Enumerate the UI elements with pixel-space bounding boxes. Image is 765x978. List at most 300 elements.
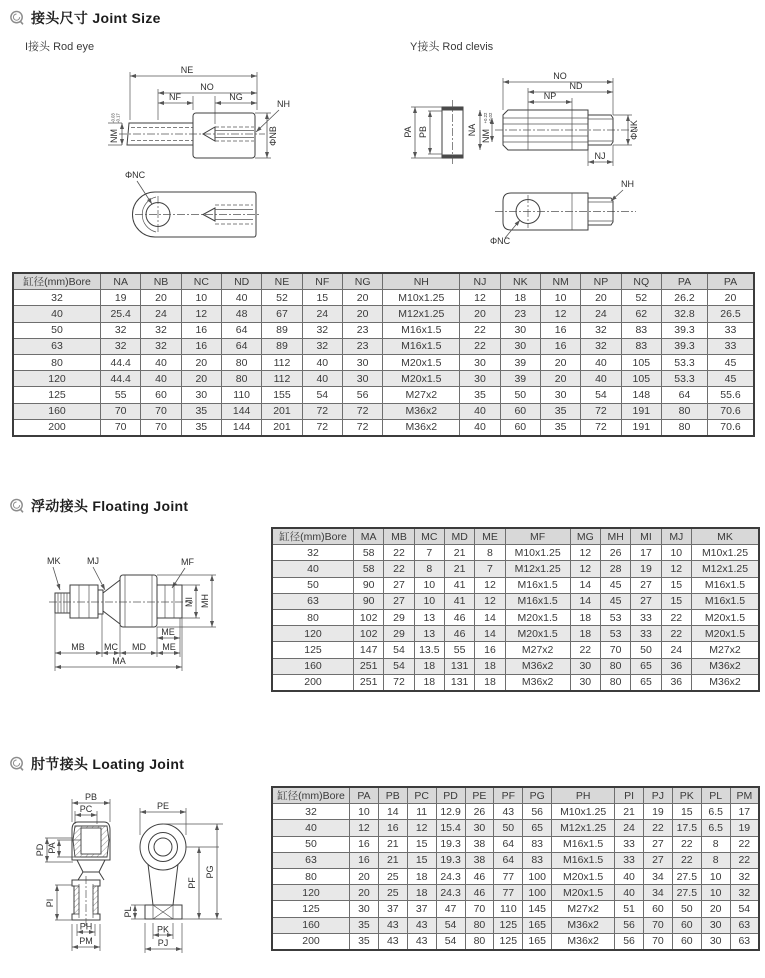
header-cell: NB (141, 273, 181, 290)
header-cell: MI (631, 528, 661, 545)
value-cell: 10 (661, 545, 691, 561)
value-cell: 13 (414, 609, 444, 625)
header-cell: NE (262, 273, 302, 290)
value-cell: 45 (708, 354, 755, 370)
value-cell: 18 (475, 674, 505, 691)
value-cell: 27.5 (672, 885, 701, 901)
value-cell: 251 (354, 674, 384, 691)
value-cell: 46 (444, 609, 474, 625)
section-title: 浮动接头 Floating Joint (31, 498, 189, 514)
value-cell: M20x1.5 (692, 626, 760, 642)
value-cell: 80 (465, 933, 494, 950)
table-row (13, 387, 754, 403)
value-cell: 21 (444, 545, 474, 561)
value-cell: 89 (262, 322, 302, 338)
value-cell: 27 (644, 836, 673, 852)
value-cell: M16x1.5 (383, 322, 460, 338)
value-cell: 39.3 (662, 322, 708, 338)
table-row (13, 403, 754, 419)
table-row (272, 545, 759, 561)
value-cell: 20 (460, 306, 500, 322)
value-cell: 70 (644, 917, 673, 933)
value-cell: 25 (378, 868, 407, 884)
value-cell: 26.2 (662, 290, 708, 306)
dim-label-mb: MB (71, 642, 85, 652)
bore-header-cell: 缸径(mm)Bore (272, 528, 354, 545)
loating-joint-table (271, 786, 760, 951)
value-cell: 34 (644, 868, 673, 884)
value-cell: 77 (494, 868, 523, 884)
value-cell: M20x1.5 (552, 868, 615, 884)
value-cell: 22 (384, 561, 414, 577)
value-cell: 19 (644, 804, 673, 820)
value-cell: 21 (615, 804, 644, 820)
table-row (13, 371, 754, 387)
value-cell: 80 (662, 403, 708, 419)
value-cell: 54 (384, 642, 414, 658)
value-cell: 35 (350, 917, 379, 933)
value-cell: 44.4 (101, 371, 141, 387)
table-row (272, 593, 759, 609)
value-cell: 30 (570, 658, 600, 674)
value-cell: 15.4 (436, 820, 465, 836)
value-cell: 39 (500, 354, 540, 370)
value-cell: 40 (460, 403, 500, 419)
value-cell: 125 (494, 933, 523, 950)
value-cell: 30 (500, 338, 540, 354)
value-cell: 12 (475, 593, 505, 609)
value-cell: 43 (407, 917, 436, 933)
value-cell: 20 (701, 901, 730, 917)
dim-label-np: NP (543, 91, 557, 101)
header-cell: NP (581, 273, 621, 290)
header-cell: PK (672, 787, 701, 804)
value-cell: 20 (581, 290, 621, 306)
value-cell: 16 (475, 642, 505, 658)
dim-label-pa: PA (403, 126, 413, 138)
value-cell: 80 (221, 371, 261, 387)
nm-tolerance-upper: -0.03 (110, 113, 116, 123)
table-row (272, 642, 759, 658)
value-cell: 21 (378, 836, 407, 852)
value-cell: M16x1.5 (505, 577, 570, 593)
dim-label-phi-nk: ΦNK (629, 120, 639, 140)
value-cell: 30 (540, 387, 580, 403)
value-cell: 54 (581, 387, 621, 403)
value-cell: 40 (141, 371, 181, 387)
part-label-mf: MF (181, 557, 194, 567)
value-cell: 26.5 (708, 306, 755, 322)
value-cell: 24 (141, 306, 181, 322)
value-cell: 45 (708, 371, 755, 387)
bore-cell: 120 (272, 885, 350, 901)
value-cell: 10 (350, 804, 379, 820)
dim-label-me-upper: ME (161, 627, 175, 637)
bore-cell: 120 (272, 626, 354, 642)
value-cell: 80 (600, 674, 630, 691)
value-cell: 22 (661, 626, 691, 642)
value-cell: 30 (570, 674, 600, 691)
value-cell: 251 (354, 658, 384, 674)
value-cell: 18 (414, 658, 444, 674)
bore-cell: 40 (272, 561, 354, 577)
value-cell: M10x1.25 (692, 545, 760, 561)
value-cell: 72 (342, 419, 382, 436)
dim-label-ne: NE (180, 65, 194, 75)
value-cell: 32 (101, 338, 141, 354)
value-cell: 18 (407, 868, 436, 884)
value-cell: 34 (644, 885, 673, 901)
table-row (272, 885, 759, 901)
value-cell: 70.6 (708, 419, 755, 436)
value-cell: 35 (540, 419, 580, 436)
value-cell: 201 (262, 419, 302, 436)
bore-header-cell: 缸径(mm)Bore (13, 273, 101, 290)
value-cell: M27x2 (692, 642, 760, 658)
value-cell: 191 (621, 419, 661, 436)
table-row (272, 609, 759, 625)
value-cell: 13.5 (414, 642, 444, 658)
table-row (272, 933, 759, 950)
value-cell: 48 (221, 306, 261, 322)
floating-joint-table (271, 527, 760, 692)
value-cell: M20x1.5 (505, 626, 570, 642)
value-cell: 60 (672, 917, 701, 933)
value-cell: 20 (350, 868, 379, 884)
bore-cell: 160 (272, 658, 354, 674)
floating-joint-diagram (35, 550, 265, 680)
value-cell: 72 (581, 419, 621, 436)
value-cell: 50 (631, 642, 661, 658)
dim-label-nh: NH (621, 179, 634, 189)
value-cell: 18 (570, 626, 600, 642)
header-cell: PD (436, 787, 465, 804)
value-cell: 67 (262, 306, 302, 322)
value-cell: 83 (523, 852, 552, 868)
table-row (272, 836, 759, 852)
value-cell: 80 (662, 419, 708, 436)
value-cell: 165 (523, 917, 552, 933)
value-cell: 40 (615, 868, 644, 884)
header-cell: PI (615, 787, 644, 804)
value-cell: 18 (407, 885, 436, 901)
value-cell: 29 (384, 609, 414, 625)
value-cell: 15 (672, 804, 701, 820)
value-cell: 16 (540, 322, 580, 338)
value-cell: 16 (350, 852, 379, 868)
value-cell: 45 (600, 577, 630, 593)
value-cell: 8 (701, 852, 730, 868)
value-cell: 54 (302, 387, 342, 403)
table-row (13, 290, 754, 306)
header-cell: NC (181, 273, 221, 290)
value-cell: 64 (494, 852, 523, 868)
rod-eye-diagram (55, 52, 360, 264)
value-cell: 14 (570, 593, 600, 609)
value-cell: 22 (672, 852, 701, 868)
dim-label-pb: PB (418, 125, 428, 139)
value-cell: 32 (141, 338, 181, 354)
dim-label-nm: NM (109, 129, 119, 143)
value-cell: 72 (302, 419, 342, 436)
value-cell: M27x2 (383, 387, 460, 403)
value-cell: 17 (730, 804, 759, 820)
value-cell: M10x1.25 (552, 804, 615, 820)
value-cell: 165 (523, 933, 552, 950)
value-cell: 22 (460, 322, 500, 338)
value-cell: M20x1.5 (383, 371, 460, 387)
value-cell: 30 (350, 901, 379, 917)
bore-header-cell: 缸径(mm)Bore (272, 787, 350, 804)
value-cell: 72 (384, 674, 414, 691)
bore-cell: 120 (13, 371, 101, 387)
value-cell: 35 (540, 403, 580, 419)
bore-cell: 200 (13, 419, 101, 436)
value-cell: 24 (302, 306, 342, 322)
table-row (272, 868, 759, 884)
part-label-mk: MK (47, 556, 61, 566)
value-cell: M36x2 (383, 403, 460, 419)
value-cell: 30 (181, 387, 221, 403)
value-cell: 22 (384, 545, 414, 561)
nm-tolerance-lower: +0.02 (488, 112, 493, 124)
value-cell: 72 (581, 403, 621, 419)
value-cell: M12x1.25 (505, 561, 570, 577)
dim-label-na: NA (467, 123, 477, 137)
loating-joint-diagram (15, 780, 265, 976)
value-cell: 33 (631, 609, 661, 625)
dim-label-mh: MH (200, 594, 210, 608)
value-cell: M20x1.5 (552, 885, 615, 901)
table-row (13, 338, 754, 354)
value-cell: 47 (436, 901, 465, 917)
value-cell: 15 (661, 593, 691, 609)
value-cell: 112 (262, 371, 302, 387)
header-cell: PF (494, 787, 523, 804)
part-label-mj: MJ (87, 556, 99, 566)
value-cell: 32.8 (662, 306, 708, 322)
value-cell: 23 (500, 306, 540, 322)
value-cell: 15 (407, 852, 436, 868)
bore-cell: 50 (272, 577, 354, 593)
dim-label-no: NO (553, 71, 567, 81)
header-cell: PA (708, 273, 755, 290)
value-cell: 14 (475, 626, 505, 642)
bore-cell: 40 (13, 306, 101, 322)
bore-cell: 32 (272, 804, 350, 820)
dim-label-pk: PK (156, 924, 170, 935)
value-cell: 62 (621, 306, 661, 322)
value-cell: 12 (540, 306, 580, 322)
value-cell: 23 (342, 338, 382, 354)
dim-label-phi-nc: ΦNC (125, 170, 146, 180)
bore-cell: 32 (272, 545, 354, 561)
value-cell: 52 (262, 290, 302, 306)
dim-label-ng: NG (229, 92, 243, 102)
value-cell: 80 (600, 658, 630, 674)
value-cell: 102 (354, 609, 384, 625)
value-cell: 148 (621, 387, 661, 403)
value-cell: 32 (302, 338, 342, 354)
dim-label-mi: MI (184, 597, 194, 607)
bore-cell: 125 (272, 901, 350, 917)
header-cell: PC (407, 787, 436, 804)
value-cell: 90 (354, 577, 384, 593)
value-cell: 55.6 (708, 387, 755, 403)
header-cell: MC (414, 528, 444, 545)
value-cell: 33 (631, 626, 661, 642)
value-cell: 64 (221, 322, 261, 338)
table-header-row (272, 787, 759, 804)
dim-label-pi: PI (45, 898, 55, 908)
value-cell: 32 (730, 885, 759, 901)
value-cell: 18 (570, 609, 600, 625)
value-cell: 36 (661, 674, 691, 691)
value-cell: 147 (354, 642, 384, 658)
section-swirl-icon (8, 755, 26, 773)
rod-eye-caption: I接头 Rod eye (25, 41, 95, 53)
table-row (13, 419, 754, 436)
rod-clevis-diagram (390, 50, 760, 262)
value-cell: 20 (342, 290, 382, 306)
value-cell: 27 (631, 577, 661, 593)
header-cell: NH (383, 273, 460, 290)
value-cell: 37 (378, 901, 407, 917)
value-cell: 12 (350, 820, 379, 836)
bore-cell: 160 (13, 403, 101, 419)
dim-label-pg: PG (205, 865, 215, 879)
section-floating-joint-header (8, 496, 188, 516)
bore-cell: 125 (13, 387, 101, 403)
header-cell: PA (350, 787, 379, 804)
value-cell: 24.3 (436, 868, 465, 884)
value-cell: M36x2 (505, 658, 570, 674)
header-cell: NF (302, 273, 342, 290)
value-cell: 145 (523, 901, 552, 917)
value-cell: 53 (600, 626, 630, 642)
header-cell: PG (523, 787, 552, 804)
value-cell: 23 (342, 322, 382, 338)
value-cell: 53.3 (662, 371, 708, 387)
value-cell: 41 (444, 577, 474, 593)
table-row (272, 626, 759, 642)
value-cell: 12 (475, 577, 505, 593)
dim-label-pf: PF (187, 877, 197, 889)
value-cell: 58 (354, 561, 384, 577)
value-cell: 12 (181, 306, 221, 322)
value-cell: 28 (600, 561, 630, 577)
value-cell: 33 (708, 322, 755, 338)
value-cell: 21 (444, 561, 474, 577)
value-cell: 54 (436, 933, 465, 950)
value-cell: 29 (384, 626, 414, 642)
value-cell: 24 (615, 820, 644, 836)
value-cell: 63 (730, 917, 759, 933)
value-cell: 16 (181, 322, 221, 338)
value-cell: 37 (407, 901, 436, 917)
section-joint-size-header (8, 8, 161, 28)
table-row (272, 577, 759, 593)
value-cell: 7 (414, 545, 444, 561)
value-cell: 83 (523, 836, 552, 852)
value-cell: 56 (615, 917, 644, 933)
value-cell: 70 (101, 403, 141, 419)
dim-label-pm: PM (79, 936, 93, 946)
header-cell: MB (384, 528, 414, 545)
header-cell: MD (444, 528, 474, 545)
value-cell: 14 (475, 609, 505, 625)
header-cell: PL (701, 787, 730, 804)
section-swirl-icon (8, 497, 26, 515)
value-cell: 35 (460, 387, 500, 403)
dim-label-nh: NH (277, 99, 290, 109)
section-title: 接头尺寸 Joint Size (31, 10, 161, 26)
table-header-row (272, 528, 759, 545)
value-cell: 19.3 (436, 836, 465, 852)
value-cell: 26 (600, 545, 630, 561)
value-cell: 20 (350, 885, 379, 901)
value-cell: 19.3 (436, 852, 465, 868)
value-cell: 65 (631, 658, 661, 674)
value-cell: M12x1.25 (692, 561, 760, 577)
table-row (272, 561, 759, 577)
value-cell: 32 (302, 322, 342, 338)
value-cell: 27 (631, 593, 661, 609)
value-cell: 90 (354, 593, 384, 609)
value-cell: 26 (465, 804, 494, 820)
value-cell: 36 (661, 658, 691, 674)
value-cell: 15 (407, 836, 436, 852)
table-row (13, 354, 754, 370)
header-cell: NQ (621, 273, 661, 290)
value-cell: M16x1.5 (692, 593, 760, 609)
value-cell: 14 (378, 804, 407, 820)
value-cell: 24 (581, 306, 621, 322)
value-cell: 33 (708, 338, 755, 354)
dim-label-pb: PB (84, 792, 98, 802)
value-cell: 40 (302, 354, 342, 370)
value-cell: 39.3 (662, 338, 708, 354)
value-cell: M36x2 (552, 917, 615, 933)
dim-label-nm: NM (481, 129, 491, 143)
value-cell: M16x1.5 (505, 593, 570, 609)
value-cell: 50 (672, 901, 701, 917)
bore-cell: 50 (13, 322, 101, 338)
bore-cell: 63 (272, 593, 354, 609)
bore-cell: 50 (272, 836, 350, 852)
header-cell: MG (570, 528, 600, 545)
value-cell: 80 (465, 917, 494, 933)
dim-label-me: ME (162, 642, 176, 652)
value-cell: 20 (540, 354, 580, 370)
value-cell: 35 (181, 403, 221, 419)
value-cell: 35 (350, 933, 379, 950)
value-cell: M20x1.5 (505, 609, 570, 625)
value-cell: 7 (475, 561, 505, 577)
value-cell: 41 (444, 593, 474, 609)
header-cell: NK (500, 273, 540, 290)
value-cell: 40 (221, 290, 261, 306)
value-cell: 10 (414, 593, 444, 609)
value-cell: 40 (615, 885, 644, 901)
value-cell: 11 (407, 804, 436, 820)
value-cell: 25.4 (101, 306, 141, 322)
dim-label-ma: MA (112, 656, 126, 666)
value-cell: 144 (221, 403, 261, 419)
bore-cell: 80 (13, 354, 101, 370)
value-cell: M16x1.5 (692, 577, 760, 593)
value-cell: 58 (354, 545, 384, 561)
